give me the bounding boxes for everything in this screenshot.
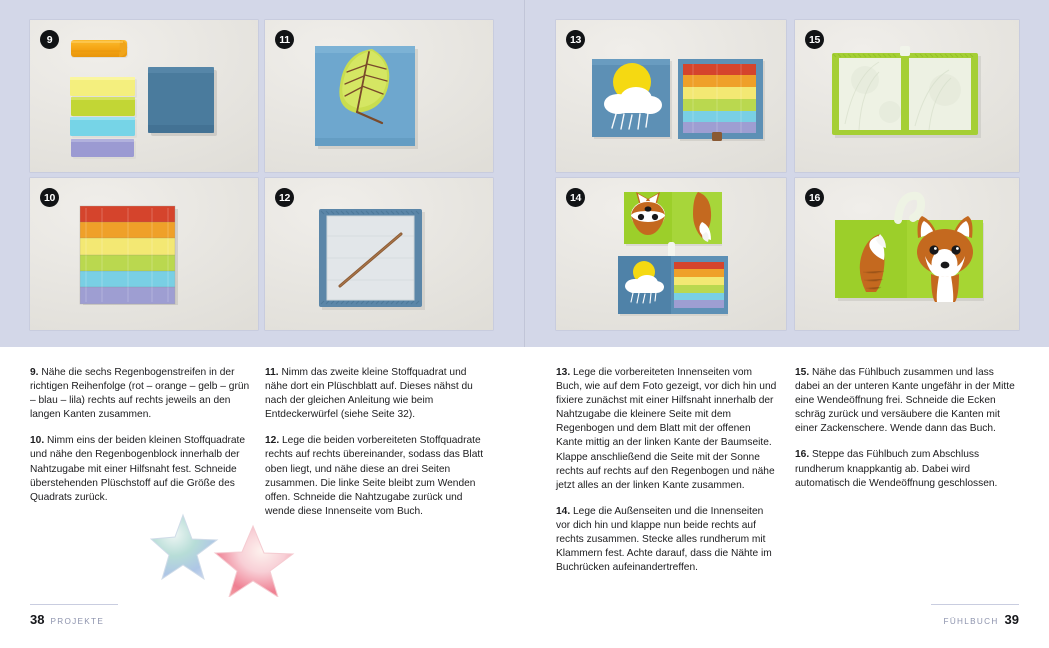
- left-page-number: 38: [30, 612, 45, 627]
- step-number: 14.: [556, 505, 571, 517]
- left-page-label: PROJEKTE: [50, 617, 105, 626]
- step-number: 11.: [265, 367, 279, 378]
- step-text: Nimm eins der beiden kleinen Stoffquadrate und nähe den Regenbogenblock innerhalb der Nahtzugabe mit einer Hilfsnaht fest. Schneide überstehenden Plüschstoff auf die Größe des Quadrats zurück.: [30, 435, 246, 503]
- photo-step-14: [556, 178, 786, 330]
- footer-rule-right: [931, 604, 1019, 605]
- star-teal: [151, 515, 217, 579]
- step-text: Nimm das zweite kleine Stoffquadrat und nähe dort ein Plüschblatt auf. Dieses nähst du nach der gleichen Anleitung wie beim Entdeckerwürfel (siehe Seite 32).: [265, 367, 473, 421]
- step-text: Lege die Außenseiten und die Innenseiten vor dich hin und klappe nun beide rechts auf rechts zusammen. Stecke alles rundherum mit Klammern fest. Achte darauf, dass die Nähte im Buchrücken aufeinandertreffen.: [556, 505, 772, 574]
- step-number: 9.: [30, 367, 39, 378]
- right-page-label: FÜHLBUCH: [943, 617, 999, 626]
- step-badge: 13: [566, 30, 585, 49]
- step-text: Steppe das Fühlbuch zum Abschluss rundherum knappkantig ab. Dabei wird automatisch die Wendeöffnung geschlossen.: [795, 449, 998, 489]
- photo-step-10: [30, 178, 258, 330]
- step-paragraph-16: [795, 448, 1017, 490]
- step-number: 12.: [265, 435, 280, 447]
- step-paragraph-11: [265, 366, 487, 422]
- step-badge: 12: [275, 188, 294, 207]
- photo-10-illustration: [30, 178, 258, 330]
- photo-step-9: [30, 20, 258, 172]
- step-paragraph-12: [265, 434, 487, 519]
- photo-15-illustration: [795, 20, 1019, 172]
- step-badge: 14: [566, 188, 585, 207]
- footer-left: [30, 612, 104, 627]
- photo-step-13: [556, 20, 786, 172]
- photo-14-illustration: [556, 178, 786, 330]
- photo-step-12: [265, 178, 493, 330]
- column-4: [795, 366, 1017, 503]
- footer-right: [944, 612, 1019, 627]
- step-paragraph-9: [30, 366, 252, 422]
- step-text: Lege die vorbereiteten Innenseiten vom Buch, wie auf dem Foto gezeigt, vor dich hin und fixiere zunächst mit einer Hilfsnaht innerhalb der Nahtzugabe die kleinere Seite mit dem Regenbogen und dem Blatt mit der offenen Kante mittig an der linken Kante der Baumseite. Klappe anschließend die Seite mit der Sonne rechts auf rechts auf den Regenbogen und nähe jetzt alles an der linken Kante zusammen.: [556, 367, 777, 491]
- photo-13-illustration: [556, 20, 786, 172]
- photo-step-15: [795, 20, 1019, 172]
- step-paragraph-13: [556, 366, 778, 493]
- footer-rule-left: [30, 604, 118, 605]
- step-badge: 9: [40, 30, 59, 49]
- photo-9-illustration: [30, 20, 258, 172]
- star-decoration: [150, 512, 320, 597]
- photo-step-11: [265, 20, 493, 172]
- star-pink: [215, 526, 293, 597]
- step-number: 13.: [556, 367, 571, 378]
- photo-16-illustration: [795, 178, 1019, 330]
- photo-step-16: [795, 178, 1019, 330]
- step-number: 15.: [795, 367, 810, 378]
- column-3: [556, 366, 778, 587]
- step-number: 16.: [795, 449, 810, 461]
- step-badge: 16: [805, 188, 824, 207]
- step-text: Nähe das Fühlbuch zusammen und lass dabei an der unteren Kante ungefähr in der Mitte eine Wendeöffnung frei. Schneide die Ecken schräg zurück und versäubere die Kanten mit einer Zackenschere. Wende dann das Buch.: [795, 367, 1015, 435]
- step-paragraph-10: [30, 434, 252, 504]
- step-badge: 10: [40, 188, 59, 207]
- page-gutter: [524, 0, 526, 347]
- step-badge: 15: [805, 30, 824, 49]
- right-page-number: 39: [1004, 612, 1019, 627]
- step-text: Nähe die sechs Regenbogenstreifen in der richtigen Reihenfolge (rot – orange – gelb – grün – blau – lila) rechts auf rechts jeweils an den langen Kanten zusammen.: [30, 367, 250, 421]
- step-paragraph-14: [556, 505, 778, 575]
- step-text: Lege die beiden vorbereiteten Stoffquadrate rechts auf rechts übereinander, sodass das Blatt oben liegt, und nähe diese an drei Seiten zusammen. Die linke Seite bleibt zum Wenden offen. Schneide die Nahtzugabe zurück und wende diese Innenseite vom Buch.: [265, 435, 484, 517]
- column-2: [265, 366, 487, 531]
- page-footer: [0, 596, 1049, 648]
- step-number: 10.: [30, 435, 45, 447]
- step-badge: 11: [275, 30, 294, 49]
- step-paragraph-15: [795, 366, 1017, 436]
- photo-11-illustration: [265, 20, 493, 172]
- stars-illustration: [150, 512, 320, 597]
- column-1: [30, 366, 252, 517]
- photo-12-illustration: [265, 178, 493, 330]
